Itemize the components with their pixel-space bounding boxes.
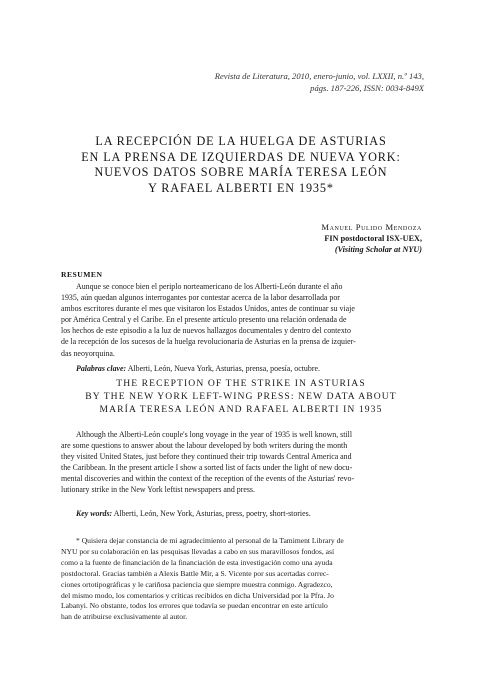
footnote-line: del mismo modo, los comentarios y críticas recibidos en dicha Universidad por la Pfra. Jo <box>61 590 334 600</box>
title-line: NUEVOS DATOS SOBRE MARÍA TERESA LEÓN <box>94 165 388 179</box>
author-block <box>162 222 422 255</box>
abstract-line: ambos escritores durante el mes que visitaron los Estados Unidos, antes de continuar su viaje <box>61 304 355 314</box>
abstract-line: the Caribbean. In the present article I show a sorted list of facts under the light of new docu- <box>61 463 353 473</box>
author-position: FIN postdoctoral ISX-UEX, <box>324 234 422 243</box>
title-line: LA RECEPCIÓN DE LA HUELGA DE ASTURIAS <box>95 134 387 148</box>
footnote <box>61 536 423 623</box>
keywords-label: Key words: <box>76 509 113 518</box>
abstract-line: are some questions to answer about the labour developed by both writers during the month <box>61 441 348 451</box>
keywords-english <box>76 509 311 518</box>
title-line: MARÍA TERESA LEÓN AND RAFAEL ALBERTI IN 1935 <box>99 403 383 415</box>
abstract-line: 1935, aún quedan algunos interrogantes por contestar acerca de la labor desarrollada por <box>61 293 340 303</box>
footnote-line: Labanyi. No obstante, todos los errores que todavía se puedan encontrar en este artículo <box>61 601 328 611</box>
footnote-line: como a la fuente de financiación de la financiación de esta investigación como una ayuda <box>61 557 333 567</box>
abstract-line: los hechos de este episodio a la luz de nuevos hallazgos documentales y dentro del contexto <box>61 326 351 336</box>
article-title-english <box>56 378 426 416</box>
abstract-english <box>61 429 423 496</box>
title-line: BY THE NEW YORK LEFT-WING PRESS: NEW DATA ABOUT <box>85 390 397 402</box>
author-visiting: (Visiting Scholar at NYU) <box>334 245 422 254</box>
abstract-line: das neoyorquina. <box>61 348 115 358</box>
keywords-text: Alberti, León, New York, Asturias, press, poetry, short-stories. <box>113 509 311 518</box>
resumen-heading: RESUMEN <box>61 270 103 279</box>
article-title-spanish <box>56 134 426 196</box>
footnote-line: * Quisiera dejar constancia de mi agradecimiento al personal de la Tamiment Library de <box>76 536 344 545</box>
journal-reference-line: págs. 187-226, ISSN: 0034-849X <box>310 83 424 93</box>
footnote-line: han de atribuirse exclusivamente al autor. <box>61 612 188 622</box>
abstract-line: Although the Alberti-León couple's long voyage in the year of 1935 is well known, still <box>76 430 353 439</box>
abstract-spanish <box>61 281 423 359</box>
journal-reference <box>104 70 424 94</box>
keywords-spanish <box>76 364 320 373</box>
abstract-line: por América Central y el Caribe. En el presente artículo presento una relación ordenada de <box>61 315 347 325</box>
abstract-line: they visited United States, just before they continued their trip towards Central America and <box>61 452 352 462</box>
author-name: Manuel Pulido Mendoza <box>321 222 422 232</box>
keywords-label: Palabras clave: <box>76 364 127 373</box>
footnote-line: NYU por su colaboración en las pesquisas llevadas a cabo en sus maravillosos fondos, así <box>61 546 335 556</box>
abstract-line: lutionary strike in the New York leftist newspapers and press. <box>61 485 255 495</box>
journal-reference-line: Revista de Literatura, 2010, enero-junio, vol. LXXII, n.º 143, <box>214 71 424 81</box>
footnote-line: postdoctoral. Gracias también a Alexis Battle Mir, a S. Vicente por sus acertadas correc- <box>61 568 329 578</box>
title-line: EN LA PRENSA DE IZQUIERDAS DE NUEVA YORK: <box>81 149 401 164</box>
footnote-line: ciones ortotipográficas y le cariñosa paciencia que siempre muestra conmigo. Agradezco, <box>61 579 333 589</box>
abstract-line: Aunque se conoce bien el periplo norteamericano de los Alberti-León durante el año <box>76 282 343 291</box>
abstract-line: de la recepción de los sucesos de la huelga revolucionaria de Asturias en la prensa de izquier- <box>61 337 356 347</box>
title-line: THE RECEPTION OF THE STRIKE IN ASTURIAS <box>116 378 366 389</box>
title-line: Y RAFAEL ALBERTI EN 1935* <box>148 180 334 195</box>
keywords-text: Alberti, León, Nueva York, Asturias, prensa, poesía, octubre. <box>127 364 320 373</box>
abstract-line: mental discoveries and within the context of the reception of the events of the Asturias' revo- <box>61 474 355 484</box>
